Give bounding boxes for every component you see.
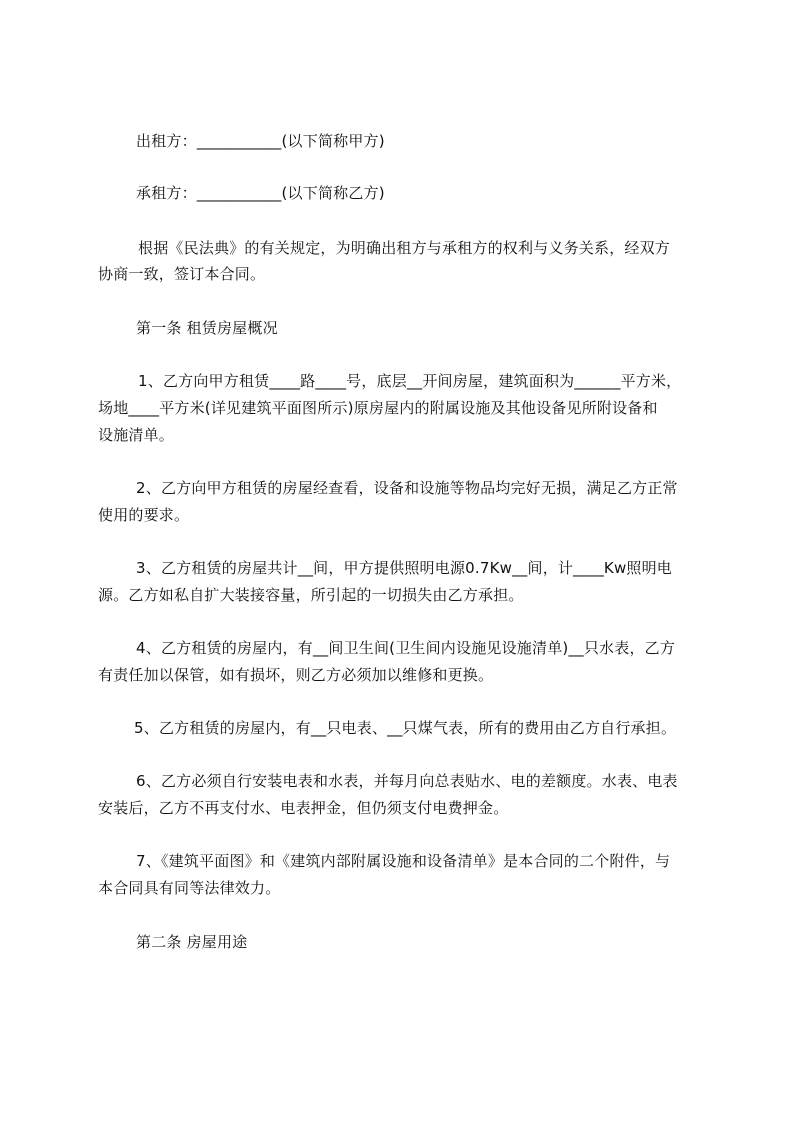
item-6-line-1: 6、乙方必须自行安装电表和水表，并每月向总表贴水、电的差额度。水表、电表 (136, 772, 678, 790)
preamble-line-1: 根据《民法典》的有关规定，为明确出租方与承租方的权利与义务关系，经双方 (138, 239, 671, 257)
item-7-line-2: 本合同具有同等法律效力。 (98, 879, 281, 897)
article-2-title: 第二条 房屋用途 (136, 933, 248, 951)
item-4-line-1: 4、乙方租赁的房屋内，有__间卫生间(卫生间内设施见设施清单)__只水表，乙方 (136, 639, 676, 657)
item-4-line-2: 有责任加以保管，如有损坏，则乙方必须加以维修和更换。 (98, 666, 494, 684)
item-7-line-1: 7、《建筑平面图》和《建筑内部附属设施和设备清单》是本合同的二个附件，与 (136, 852, 671, 870)
item-2-line-2: 使用的要求。 (98, 506, 190, 524)
item-6-line-2: 安装后，乙方不再支付水、电表押金，但仍须支付电费押金。 (98, 799, 509, 817)
item-5-line-1: 5、乙方租赁的房屋内，有__只电表、__只煤气表，所有的费用由乙方自行承担。 (134, 719, 677, 737)
item-1-line-3: 设施清单。 (98, 426, 175, 444)
item-3-line-1: 3、乙方租赁的房屋共计__间，甲方提供照明电源0.7Kw__间，计____Kw照明电 (136, 559, 673, 577)
article-1-title: 第一条 租赁房屋概况 (136, 319, 278, 337)
item-2-line-1: 2、乙方向甲方租赁的房屋经查看，设备和设施等物品均完好无损，满足乙方正常 (136, 479, 678, 497)
item-1-line-1: 1、乙方向甲方租赁____路____号，底层__开间房屋，建筑面积为______平方米， (138, 372, 682, 390)
lessor-line: 出租方：___________(以下简称甲方) (136, 132, 385, 150)
lessee-line: 承租方：___________(以下简称乙方) (136, 184, 385, 202)
item-1-line-2: 场地____平方米(详见建筑平面图所示)原房屋内的附属设施及其他设备见所附设备和 (98, 399, 658, 417)
preamble-line-2: 协商一致，签订本合同。 (98, 265, 266, 283)
item-3-line-2: 源。乙方如私自扩大装接容量，所引起的一切损失由乙方承担。 (98, 586, 524, 604)
